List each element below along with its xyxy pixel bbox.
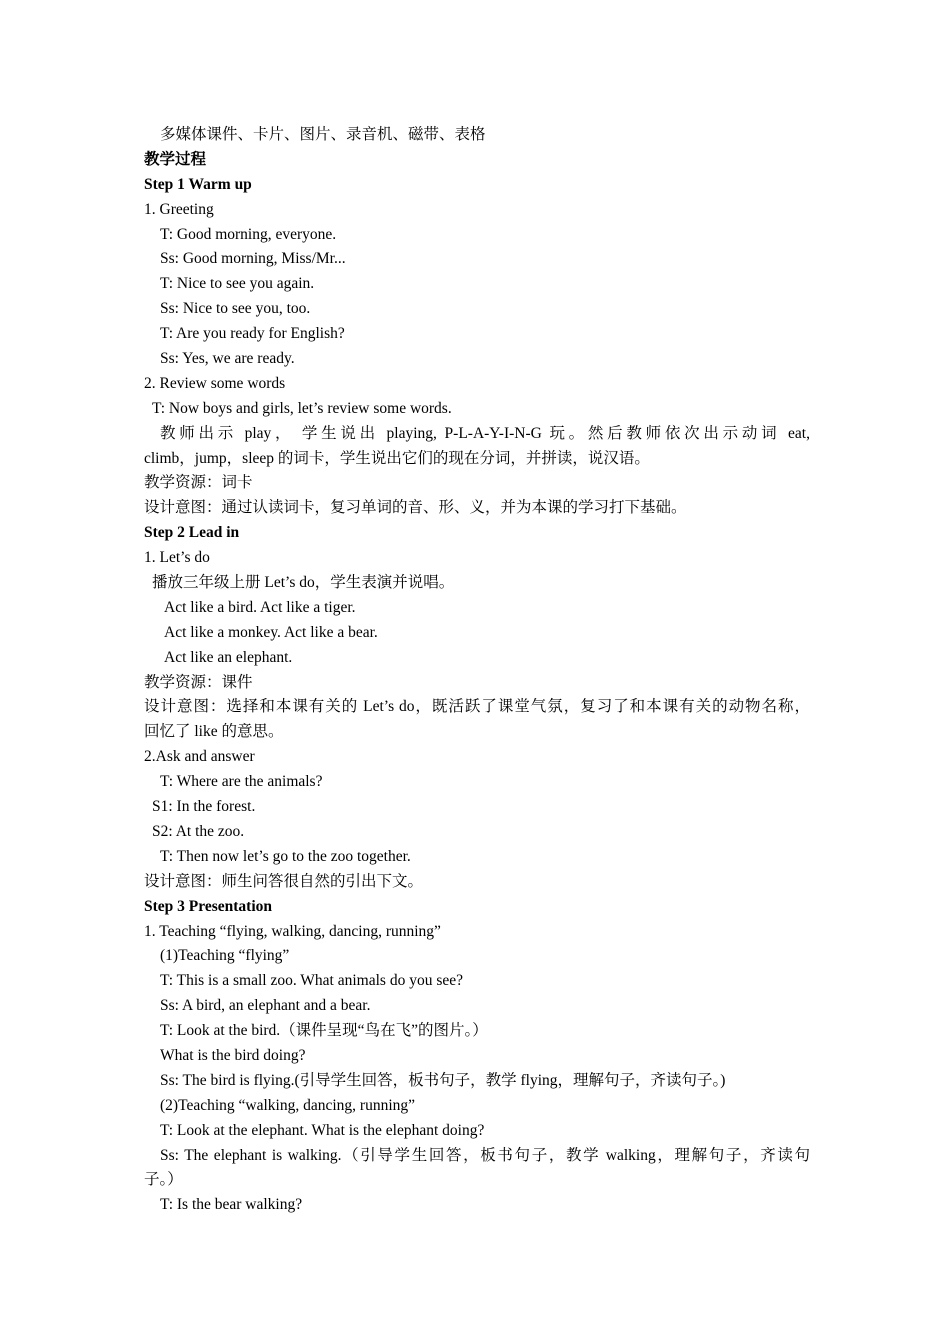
text-line: 1. Let’s do — [144, 549, 210, 567]
text-line: 2.Ask and answer — [144, 748, 255, 766]
text-line: T: Good morning, everyone. — [160, 225, 337, 243]
text-line: S2: At the zoo. — [152, 822, 245, 840]
text-line: T: Nice to see you again. — [160, 275, 315, 293]
text-line: S1: In the forest. — [152, 798, 256, 816]
text-line: 1. Teaching “flying, walking, dancing, running” — [144, 922, 441, 940]
text-line: 教师出示 play， 学生说出 playing, P-L-A-Y-I-N-G 玩。然后教师依次出示动词 eat, — [160, 424, 810, 442]
text-line: T: Look at the bird.（课件呈现“鸟在飞”的图片。） — [160, 1022, 488, 1040]
text-line: 1. Greeting — [144, 200, 214, 218]
text-line: What is the bird doing? — [160, 1046, 306, 1064]
text-line: 播放三年级上册 Let’s do，学生表演并说唱。 — [152, 574, 455, 592]
text-line: T: Then now let’s go to the zoo together. — [160, 847, 411, 865]
text-line: Ss: Yes, we are ready. — [160, 350, 295, 368]
text-line: Ss: Nice to see you, too. — [160, 300, 311, 318]
text-line: Step 3 Presentation — [144, 897, 273, 915]
text-line: 设计意图：通过认读词卡，复习单词的音、形、义，并为本课的学习打下基础。 — [144, 499, 687, 517]
text-line: 教学资源：课件 — [144, 673, 253, 691]
text-line: Ss: The bird is flying.(引导学生回答，板书句子，教学 flying，理解句子，齐读句子。) — [160, 1071, 726, 1089]
text-line: T: Look at the elephant. What is the elephant doing? — [160, 1121, 485, 1139]
text-line: Act like a monkey. Act like a bear. — [164, 623, 378, 641]
text-line: Step 1 Warm up — [144, 175, 252, 193]
text-line: 2. Review some words — [144, 374, 286, 392]
text-line: Act like an elephant. — [164, 648, 293, 666]
document-page — [144, 123, 810, 1218]
text-line: T: Now boys and girls, let’s review some words. — [152, 399, 452, 417]
text-line: Ss: A bird, an elephant and a bear. — [160, 997, 371, 1015]
text-line: (1)Teaching “flying” — [160, 947, 290, 965]
text-line: 设计意图：师生问答很自然的引出下文。 — [144, 872, 424, 890]
text-line: (2)Teaching “walking, dancing, running” — [160, 1096, 416, 1114]
text-line: T: Where are the animals? — [160, 773, 323, 791]
text-line: Step 2 Lead in — [144, 524, 240, 542]
text-line: Act like a bird. Act like a tiger. — [164, 598, 356, 616]
text-line: T: Are you ready for English? — [160, 325, 345, 343]
text-line: 子。） — [144, 1171, 183, 1189]
text-line: T: Is the bear walking? — [160, 1196, 303, 1214]
text-line: Ss: The elephant is walking.（引导学生回答，板书句子，教学 walking，理解句子，齐读句 — [160, 1146, 810, 1164]
text-line: 回忆了 like 的意思。 — [144, 723, 284, 741]
text-line: climb，jump，sleep 的词卡，学生说出它们的现在分词，并拼读，说汉语。 — [144, 449, 650, 467]
text-line: 教学资源：词卡 — [144, 474, 253, 492]
text-line: 教学过程 — [144, 150, 207, 168]
text-line: 多媒体课件、卡片、图片、录音机、磁带、表格 — [160, 126, 486, 143]
text-line: 设计意图：选择和本课有关的 Let’s do，既活跃了课堂气氛，复习了和本课有关的动物名称， — [144, 698, 810, 716]
text-line: Ss: Good morning, Miss/Mr... — [160, 250, 346, 268]
text-line: T: This is a small zoo. What animals do you see? — [160, 972, 463, 990]
